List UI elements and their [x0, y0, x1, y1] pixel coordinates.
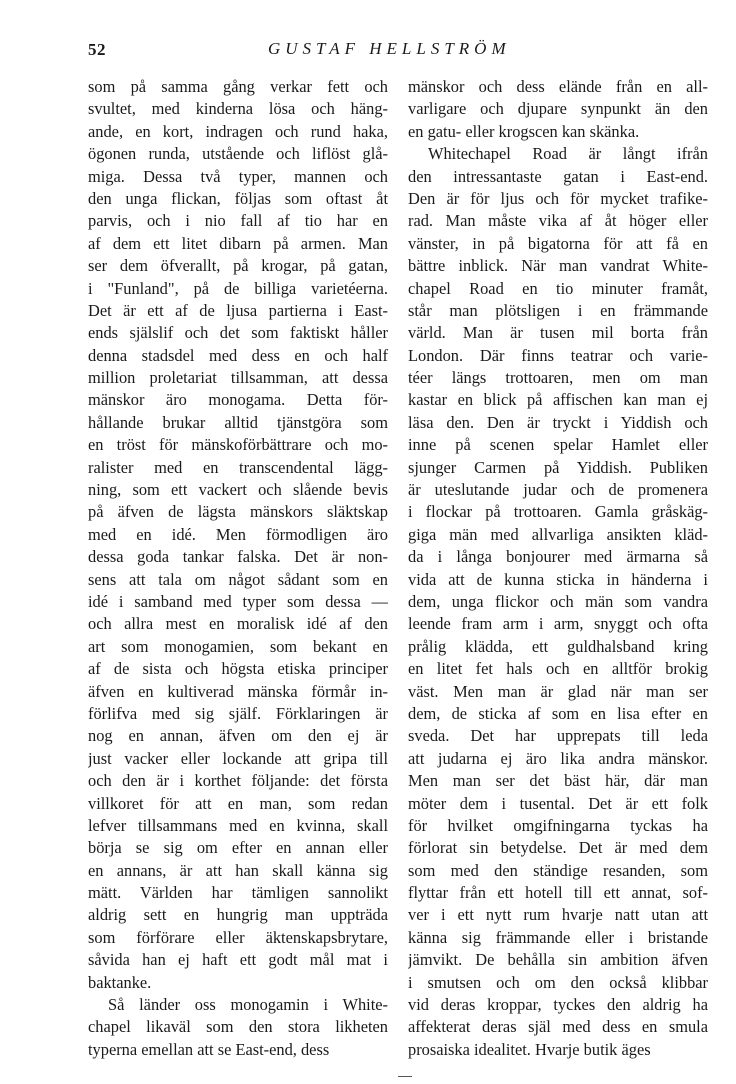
text-line: da i långa bonjourer med ärmarna så: [408, 547, 708, 567]
text-line: känna sig främmande eller i bristande: [408, 927, 708, 947]
text-line: villkoret för att en man, som redan: [88, 793, 388, 813]
text-line: förlorat sin betydelse. Det är med dem: [408, 838, 708, 858]
text-line: som på samma gång verkar fett och: [88, 77, 388, 96]
text-line: varligare och djupare synpunkt än den: [408, 99, 708, 119]
text-line: kastar en blick på affischen kan man ej: [408, 390, 708, 410]
text-line: läsa den. Den är tryckt i Yiddish och: [408, 412, 708, 432]
text-line: mätt. Världen har tämligen sannolikt: [88, 883, 388, 903]
text-line: ser dem öfverallt, på krogar, på gatan,: [88, 256, 388, 276]
text-line: idé i samband med typer som dessa —: [88, 591, 388, 611]
text-line: en gatu- eller krogscen kan skänka.: [408, 121, 640, 141]
text-line: ögonen runda, utstående och liflöst glå-: [88, 144, 388, 164]
text-line: en annans, är att han skall känna sig: [88, 860, 388, 880]
text-line: prosaiska idealitet. Hvarje butik äges: [408, 1039, 651, 1059]
text-line: på äfven de lägsta mänskors släktskap: [88, 502, 388, 522]
text-line: af dem ett litet dibarn på armen. Man: [88, 233, 388, 253]
text-line: jämvikt. De behålla sin ambition äfven: [408, 950, 708, 970]
text-line: äfven en kultiverad mänska förmår in-: [88, 681, 388, 701]
left-column: [88, 76, 388, 1061]
text-line: ends själslif och det som faktiskt håller: [88, 323, 388, 343]
page-number: 52: [88, 40, 106, 59]
text-line: sjunger Carmen på Yiddish. Publiken: [408, 457, 708, 477]
text-line: af de sista och högsta etiska principer: [88, 659, 388, 679]
text-line: ralister med en transcendental lägg-: [88, 457, 388, 477]
text-line: typerna emellan att se East-end, dess: [88, 1039, 330, 1059]
text-line: vänster, in på bigatorna för att få en: [408, 233, 708, 253]
text-line: Men man ser det bäst här, där man: [408, 771, 708, 791]
text-line: dem, unga flickor och män som vandra: [408, 591, 708, 611]
text-line: dessa goda tankar falska. Det är non-: [88, 547, 388, 567]
text-line: Så länder oss monogamin i White-: [108, 995, 388, 1015]
text-line: att judarna ej äro lika andra mänskor.: [408, 748, 708, 768]
text-line: i "Funland", på de billiga varietéerna.: [88, 278, 388, 298]
text-line: mänskor äro monogama. Detta för-: [88, 390, 388, 410]
text-line: million proletariat tillsamman, att dessa: [88, 368, 388, 388]
text-line: mänskor och dess elände från en all-: [408, 77, 708, 96]
text-line: ning, som ett vackert och slående bevis: [88, 480, 388, 500]
text-line: möter dem i tusental. Det är ett folk: [408, 793, 708, 813]
text-line: med en idé. Men förmodligen äro: [88, 524, 388, 544]
text-line: nog en annan, äfven om den ej är: [88, 726, 388, 746]
text-line: sveda. Det har upprepats till leda: [408, 726, 708, 746]
text-line: dem, de sticka af som en lisa efter en: [408, 703, 708, 723]
text-line: téer längs trottoaren, men om man: [408, 368, 708, 388]
page-footer-mark: [398, 1076, 412, 1077]
text-line: en litet fet hals och en alltför brokig: [408, 659, 708, 679]
text-line: i flockar på trottoaren. Gamla gråskäg-: [408, 502, 708, 522]
text-line: vida att de kunna sticka in händerna i: [408, 569, 708, 589]
text-line: för hvilket omgifningarna tyckas ha: [408, 815, 708, 835]
text-line: parvis, och i nio fall af tio har en: [88, 211, 388, 231]
text-line: en tröst för mänskoförbättrare och mo-: [88, 435, 388, 455]
text-line: väst. Men man är glad när man ser: [408, 681, 708, 701]
text-line: i smutsen och om den också klibbar: [408, 972, 708, 992]
text-line: flyttar från ett hotell till ett annat, sof-: [408, 883, 708, 903]
running-head: GUSTAF HELLSTRÖM: [268, 39, 511, 58]
text-line: giga män med allvarliga ansikten kläd-: [408, 524, 708, 544]
text-line: prålig klädda, ett guldhalsband kring: [408, 636, 708, 656]
text-line: som med den ständige resanden, som: [408, 860, 708, 880]
text-line: Whitechapel Road är långt ifrån: [428, 144, 708, 164]
text-line: baktanke.: [88, 972, 152, 992]
text-line: leende fram arm i arm, snyggt och ofta: [408, 614, 708, 634]
text-line: Den är för ljus och för mycket trafike-: [408, 188, 708, 208]
text-line: rad. Man måste vika af åt höger eller: [408, 211, 708, 231]
text-line: förlifva med sig själf. Förklaringen är: [88, 703, 388, 723]
text-line: och den är i korthet följande: det första: [88, 771, 388, 791]
text-line: lefver tillsammans med en kvinna, skall: [88, 815, 388, 835]
text-line: den intressantaste gatan i East-end.: [408, 166, 708, 186]
text-line: ande, en kort, indragen och rund haka,: [88, 121, 388, 141]
text-line: chapel Road en tio minuter framåt,: [408, 278, 708, 298]
text-line: är uteslutande judar och de promenera: [408, 480, 708, 500]
text-line: hållande brukar alltid tjänstgöra som: [88, 412, 388, 432]
text-line: svultet, med kinderna lösa och häng-: [88, 99, 388, 119]
text-line: som förförare eller äktenskapsbrytare,: [88, 927, 388, 947]
text-line: den unga flickan, följas som oftast åt: [88, 188, 388, 208]
text-line: börja se sig om efter en annan eller: [88, 838, 388, 858]
text-line: denna stadsdel med dess en och half: [88, 345, 388, 365]
text-line: miga. Dessa två typer, mannen och: [88, 166, 388, 186]
text-line: aldrig sett en hungrig man uppträda: [88, 905, 388, 925]
text-line: sens att tala om något sådant som en: [88, 569, 388, 589]
text-line: just vacker eller lockande att gripa till: [88, 748, 388, 768]
text-line: står man plötsligen i en främmande: [408, 300, 708, 320]
right-column: [408, 76, 708, 1061]
text-line: art som monogamien, som bekant en: [88, 636, 388, 656]
text-line: bättre inblick. När man vandrat White-: [408, 256, 708, 276]
text-line: och allra mest en moralisk idé af den: [88, 614, 388, 634]
text-line: såvida han ej haft ett godt mål mat i: [88, 950, 388, 970]
text-line: affekterat deras själ med dess en smula: [408, 1017, 708, 1037]
text-line: London. Där finns teatrar och varie-: [408, 345, 708, 365]
text-line: inne på scenen spelar Hamlet eller: [408, 435, 708, 455]
text-line: ver i ett nytt rum hvarje natt utan att: [408, 905, 708, 925]
text-line: värld. Man är tusen mil borta från: [408, 323, 708, 343]
text-line: chapel likaväl som den stora likheten: [88, 1017, 388, 1037]
text-line: vid deras kroppar, tyckes den aldrig ha: [408, 995, 708, 1015]
text-line: Det är ett af de ljusa partierna i East-: [88, 300, 388, 320]
